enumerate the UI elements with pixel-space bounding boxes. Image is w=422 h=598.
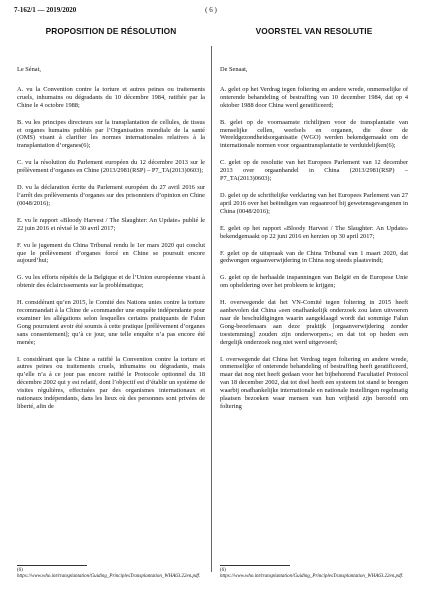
- nl-paragraph-e: E. gelet op het rapport «Bloody Harvest / The Slaughter: An Update» bekendgemaakt op 22 juni 2016 en herzien op 30 april 2017;: [220, 224, 408, 240]
- nl-paragraph-a: A. gelet op het Verdrag tegen foltering en andere wrede, onmenselijke of onterende behandeling of bestraffing van 10 december 1984, dat op 4 oktober 1988 door China werd geratificeerd;: [220, 85, 408, 109]
- fr-footnote-rule: [17, 565, 87, 566]
- fr-paragraph-f: F. vu le jugement du China Tribunal rendu le 1er mars 2020 qui conclut que le prélèvement d’organes forcé en Chine se poursuit encore aujourd’hui;: [17, 241, 205, 265]
- fr-paragraph-h: H. considérant qu’en 2015, le Comité des Nations unies contre la torture recommandait à la Chine de «commander une enquête indépendante pour examiner les allégations selon lesquelles certains pratiquants de Falun Gong pourraient avoir été soumis à cette pratique [prélèvement d’organes sans consentement]; qu’à ce jour, une telle enquête n’a pas encore été menée;: [17, 299, 205, 346]
- nl-paragraph-i: I. overwegende dat China het Verdrag tegen foltering en andere wrede, onmenselijke of onterende behandeling of bestraffing heeft geratificeerd, maar dat nog niet heeft gedaan voor het bijbehorend Facultatief Protocol van 18 december 2002, dat tot doel heeft een systeem tot stand te brengen waarbij onafhankelijke internationale en nationale instellingen regelmatig plaatsen bezoeken waar mensen van hun vrijheid zijn beroofd om foltering: [220, 355, 408, 410]
- nl-paragraph-d: D. gelet op de schriftelijke verklaring van het Europees Parlement van 27 april 2016 over het beëindigen van orgaanroof bij gewetensgevangenen in China (0048/2016);: [220, 191, 408, 215]
- dutch-title: VOORSTEL VAN RESOLUTIE: [255, 26, 373, 36]
- document-reference: 7-162/1 — 2019/2020: [14, 6, 77, 14]
- fr-footnote: [17, 568, 205, 580]
- nl-footnote-number: (6): [220, 568, 226, 573]
- nl-footnote: [220, 568, 408, 580]
- fr-footnote-link[interactable]: https://www.who.int/transplantation/Guiding_PrinciplesTransplantation_WHA63.22en.pdf.: [17, 574, 201, 579]
- fr-footnote-number: (6): [17, 568, 23, 573]
- fr-paragraph-g: G. vu les efforts répétés de la Belgique et de l’Union européenne visant à obtenir des éclaircissements sur la problématique;: [17, 274, 205, 290]
- nl-footnote-rule: [220, 565, 290, 566]
- fr-paragraph-b: B. vu les principes directeurs sur la transplantation de cellules, de tissus et organes humains publiés par l’Organisation mondiale de la santé (OMS) visant à clarifier les normes internationales relatives à la transplantation d’organes(6);: [17, 118, 205, 150]
- column-divider: [211, 46, 212, 572]
- french-column: [17, 26, 205, 411]
- fr-paragraph-i: I. considérant que la Chine a ratifié la Convention contre la torture et autres peines ou traitements cruels, inhumains ou dégradants, mais qu’elle n’a à ce jour pas encore ratifié le Protocole optionnel du 18 décembre 2002 qui y est relatif, dont l’objectif est d’établir un système de visites régulières, effectuées par des organismes internationaux et nationaux indépendants, dans les lieux où des personnes sont privées de liberté, afin de: [17, 355, 205, 410]
- fr-paragraph-a: A. vu la Convention contre la torture et autres peines ou traitements cruels, inhumains ou dégradants du 10 décembre 1984, ratifiée par la Chine le 4 octobre 1988;: [17, 85, 205, 109]
- french-title: PROPOSITION DE RÉSOLUTION: [45, 26, 177, 36]
- page-number: ( 6 ): [205, 6, 217, 14]
- page-header: [14, 6, 408, 18]
- nl-footnote-link[interactable]: https://www.who.int/transplantation/Guiding_PrinciplesTransplantation_WHA63.22en.pdf.: [220, 574, 404, 579]
- nl-paragraph-intro: De Senaat,: [220, 66, 248, 73]
- nl-paragraph-c: C. gelet op de resolutie van het Europees Parlement van 12 december 2013 over orgaanhandel in China (2013/2981(RSP) – P7_TA(2013)0603);: [220, 159, 408, 183]
- nl-paragraph-g: G. gelet op de herhaalde inspanningen van België en de Europese Unie om opheldering over het probleem te krijgen;: [220, 274, 408, 290]
- nl-paragraph-f: F. gelet op de uitspraak van de China Tribunal van 1 maart 2020, dat gedwongen orgaanverwijdering in China nog steeds plaatsvindt;: [220, 249, 408, 265]
- fr-paragraph-c: C. vu la résolution du Parlement européen du 12 décembre 2013 sur le prélèvement d’organes en Chine (2013/2981(RSP) – P7_TA(2013)0603);: [17, 159, 205, 175]
- fr-paragraph-intro: Le Sénat,: [17, 66, 41, 73]
- fr-paragraph-d: D. vu la déclaration écrite du Parlement européen du 27 avril 2016 sur l’arrêt des prélèvements d’organes sur des prisonniers d’opinion en Chine (0048/2016);: [17, 184, 205, 207]
- dutch-column: [220, 26, 408, 411]
- fr-paragraph-e: E. vu le rapport «Bloody Harvest / The Slaughter: An Update» publié le 22 juin 2016 et révisé le 30 avril 2017;: [17, 216, 205, 232]
- nl-paragraph-b: B. gelet op de voornaamste richtlijnen voor de transplantatie van menselijke cellen, weefsels en organen, die door de Wereldgezondheidsorganisatie (WGO) werden bekendgemaakt om de internationale normen voor orgaantransplantatie te verduidelijken(6);: [220, 118, 408, 150]
- nl-paragraph-h: H. overwegende dat het VN-Comité tegen foltering in 2015 heeft aanbevolen dat China «een onafhankelijk onderzoek zou laten uitvoeren naar de beschuldigingen waarin aangeklaagd wordt dat sommige Falun Gong-beoefenaars aan deze praktijk [orgaanverwijdering zonder toestemming] zouden zijn onderworpen»; en dat tot op heden een dergelijk onderzoek nog niet werd uitgevoerd;: [220, 299, 408, 346]
